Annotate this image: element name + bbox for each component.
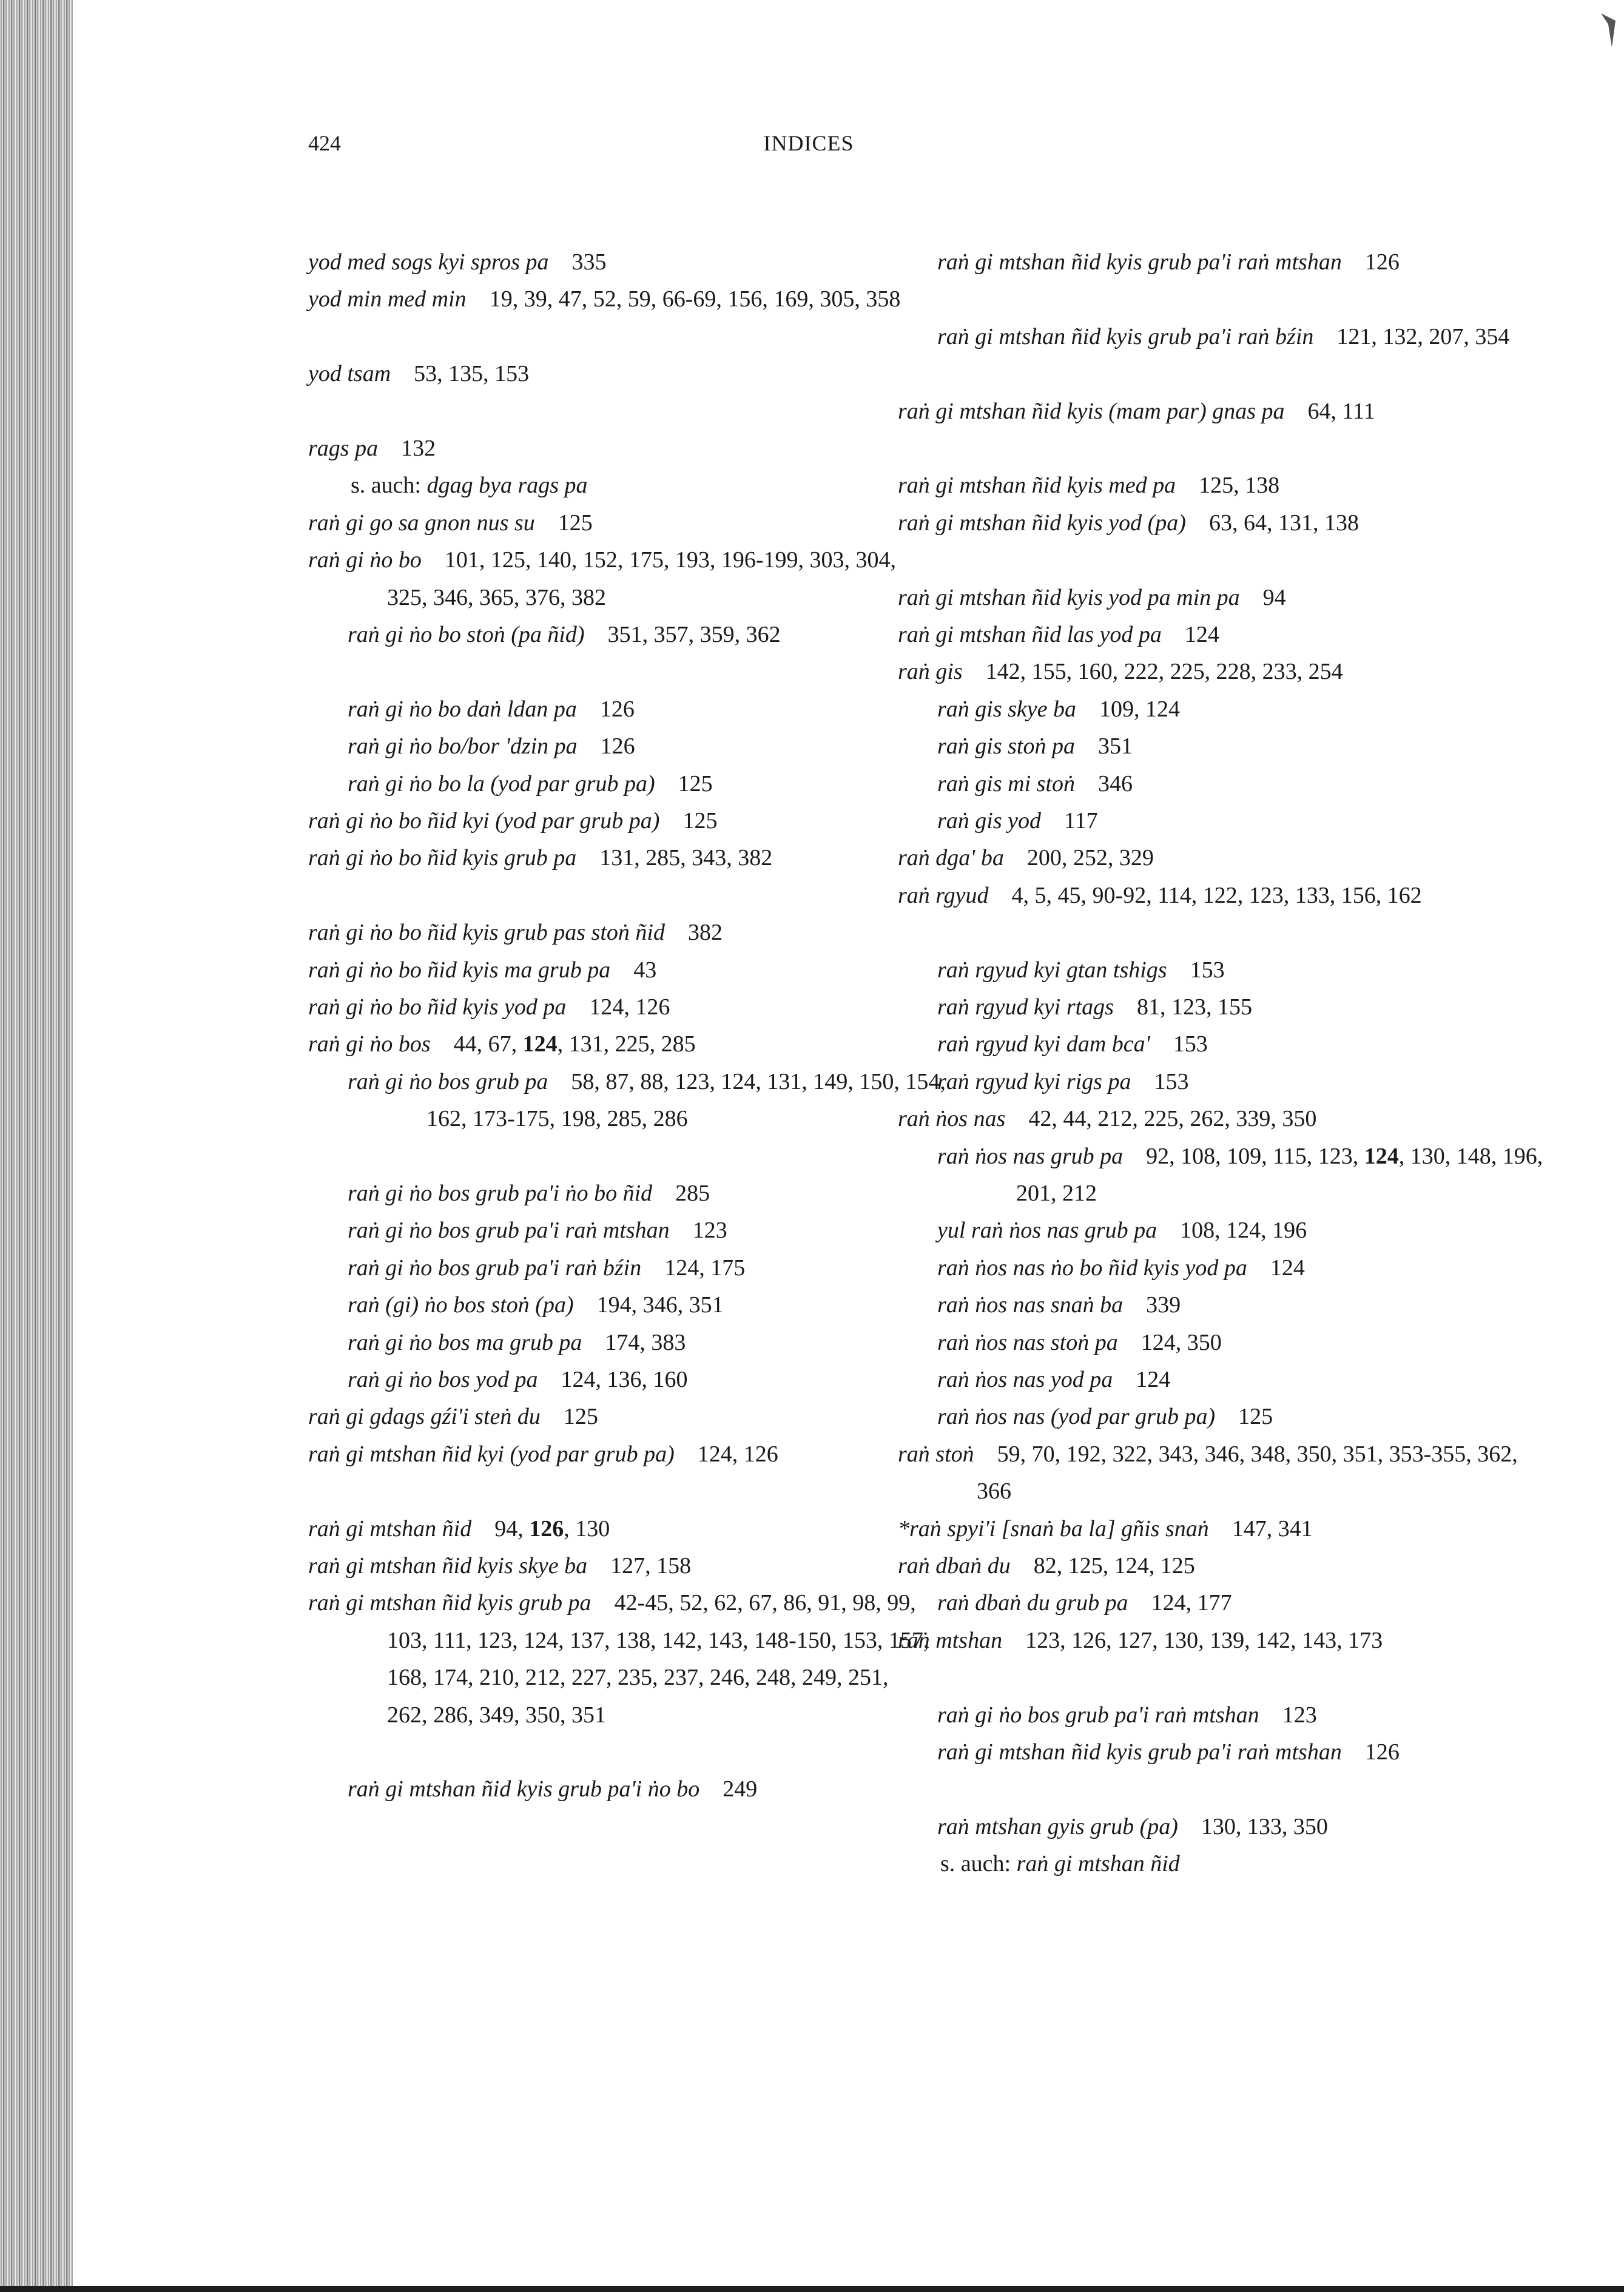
index-entry — [898, 579, 1535, 616]
index-entry — [898, 505, 1535, 542]
index-term: raṅ rgyud kyi dam bca' — [937, 1031, 1150, 1057]
index-entry — [308, 803, 933, 840]
page-references: 123, 126, 127, 130, 139, 142, 143, 173 — [1025, 1627, 1383, 1653]
index-entry — [308, 1585, 933, 1734]
page-references: 125 — [1238, 1404, 1273, 1430]
page-references: 124 — [1136, 1367, 1171, 1392]
index-term: raṅ gi ṅo bos grub pa'i ṅo bo ñid — [348, 1181, 653, 1206]
page-references: 382 — [687, 920, 723, 946]
page-references — [494, 1516, 610, 1542]
index-term: raṅ gi mtshan ñid kyis grub pa'i raṅ mtshan — [937, 1739, 1342, 1765]
page-references: 142, 155, 160, 222, 225, 228, 233, 254 — [985, 659, 1343, 685]
index-entry — [898, 1585, 1574, 1622]
page-references: 81, 123, 155 — [1136, 994, 1252, 1020]
page-references: 153 — [1154, 1068, 1189, 1094]
index-entry — [308, 1287, 972, 1324]
index-entry — [898, 803, 1574, 840]
index-term: raṅ gi mtshan ñid — [308, 1515, 472, 1542]
index-term: raṅ gi mtshan ñid kyis grub pa'i raṅ mtshan — [937, 249, 1342, 275]
see-also-label: s. auch: — [351, 473, 427, 499]
page-references: 4, 5, 45, 90-92, 114, 122, 123, 133, 156, 162 — [1011, 882, 1422, 908]
page-number: 424 — [308, 131, 341, 155]
index-term: rags pa — [308, 436, 379, 461]
page-references: 125, 138 — [1199, 473, 1280, 499]
index-entry — [898, 1138, 1574, 1213]
page-references: 125 — [563, 1404, 598, 1430]
index-entry — [308, 1175, 972, 1212]
index-entry — [898, 766, 1574, 803]
index-term: raṅ (gi) ṅo bos stoṅ (pa) — [348, 1292, 574, 1318]
index-entry — [308, 1324, 972, 1361]
page-references: 126 — [599, 696, 635, 722]
index-entry — [898, 1697, 1574, 1734]
page-references: 123 — [692, 1218, 727, 1244]
index-term: raṅ gi ṅo bos — [308, 1031, 431, 1057]
index-entry — [308, 1771, 972, 1808]
index-entry — [898, 1026, 1574, 1063]
page-header — [308, 130, 1309, 160]
index-entry — [898, 952, 1574, 989]
bold-page-reference: 124 — [522, 1031, 558, 1057]
index-term: raṅ gis yod — [937, 808, 1041, 834]
index-term: raṅ gi gdags gźi'i steṅ du — [308, 1404, 541, 1430]
index-term: raṅ mtshan — [898, 1627, 1003, 1653]
page-references: 174, 383 — [605, 1329, 686, 1355]
index-term: raṅ ṅos nas snaṅ ba — [937, 1292, 1124, 1318]
page-references: 42-45, 52, 62, 67, 86, 91, 98, 99, 103, 111, 123, 124, 137, 138, 142, 143, 148-150, 153, 157, 168, 174, 210, 212, 227, 235, 237, 246, 248, 249, 251, 262, 286, 349, 350, 351 — [387, 1590, 929, 1728]
page-references: 147, 341 — [1231, 1515, 1313, 1542]
index-entry — [898, 1324, 1574, 1361]
page-references: 124, 126 — [697, 1441, 778, 1467]
page-references: 19, 39, 47, 52, 59, 66-69, 156, 169, 305, 358 — [489, 286, 901, 312]
page-references: 124 — [1270, 1255, 1305, 1281]
index-term: raṅ ṅos nas yod pa — [937, 1367, 1113, 1392]
page-references: 121, 132, 207, 354 — [1336, 323, 1510, 349]
page-references: 124, 126 — [589, 994, 670, 1020]
see-also-label: s. auch: — [940, 1851, 1017, 1877]
page-references: 124 — [1184, 622, 1219, 647]
page-references-part: , 131, 225, 285 — [557, 1031, 696, 1057]
index-entry — [898, 728, 1574, 765]
page-references: 101, 125, 140, 152, 175, 193, 196-199, 303, 304, 325, 346, 365, 376, 382 — [387, 547, 897, 610]
index-entry — [898, 1436, 1535, 1511]
index-term: raṅ gi mtshan ñid kyis yod pa min pa — [898, 584, 1240, 610]
index-entry — [898, 1287, 1574, 1324]
index-term: raṅ gi mtshan ñid kyis med pa — [898, 473, 1176, 499]
page-references: 132 — [401, 436, 436, 461]
page-references: 82, 125, 124, 125 — [1033, 1553, 1195, 1579]
page-references: 130, 133, 350 — [1201, 1813, 1328, 1839]
index-term: raṅ rgyud — [898, 882, 989, 908]
index-entry — [898, 467, 1535, 504]
page-references: 109, 124 — [1099, 696, 1181, 722]
page-references: 53, 135, 153 — [414, 361, 530, 387]
index-term: raṅ gi ṅo bos grub pa'i raṅ mtshan — [348, 1218, 670, 1244]
index-term: *raṅ spyi'i [snaṅ ba la] gñis snaṅ — [898, 1515, 1209, 1542]
index-entry — [308, 1511, 933, 1548]
index-term: yul raṅ ṅos nas grub pa — [937, 1218, 1157, 1244]
page-references: 42, 44, 212, 225, 262, 339, 350 — [1028, 1106, 1317, 1132]
index-term: raṅ gi mtshan ñid kyis skye ba — [308, 1553, 588, 1579]
page-references: 125 — [678, 770, 713, 797]
index-entry — [898, 1622, 1535, 1659]
page-references: 108, 124, 196 — [1180, 1218, 1307, 1244]
index-term: raṅ gi ṅo bo ñid kyis yod pa — [308, 994, 567, 1020]
page-references: 153 — [1173, 1031, 1208, 1057]
index-entry — [898, 1361, 1574, 1398]
index-term: raṅ gi mtshan ñid kyis (mam par) gnas pa — [898, 398, 1285, 424]
page-references: 131, 285, 343, 382 — [599, 845, 773, 871]
index-term: raṅ gi ṅo bos grub pa — [348, 1068, 548, 1094]
index-term: raṅ gi ṅo bo daṅ ldan pa — [348, 696, 577, 722]
index-entry — [308, 1548, 933, 1585]
index-entry — [308, 356, 933, 393]
index-term: raṅ gi go sa gnon nus su — [308, 510, 535, 536]
index-entry — [308, 1063, 972, 1138]
index-entry — [898, 1100, 1535, 1138]
index-term: raṅ gi ṅo bos grub pa'i raṅ mtshan — [937, 1702, 1259, 1728]
page-references: 123 — [1282, 1702, 1317, 1728]
index-term: raṅ ṅos nas ṅo bo ñid kyis yod pa — [937, 1255, 1247, 1281]
index-entry — [308, 728, 972, 765]
index-entry — [308, 952, 933, 989]
index-term: raṅ gi mtshan ñid kyi (yod par grub pa) — [308, 1441, 675, 1467]
index-term: raṅ gi mtshan ñid kyis grub pa — [308, 1590, 591, 1616]
page-references: 64, 111 — [1307, 398, 1375, 424]
index-entry — [308, 1398, 933, 1435]
index-entry — [308, 616, 972, 653]
index-term: raṅ gi mtshan ñid kyis grub pa'i raṅ bźin — [937, 323, 1314, 349]
index-entry — [308, 914, 933, 951]
page-references: 335 — [571, 249, 607, 275]
bold-page-reference: 124 — [1364, 1143, 1399, 1169]
index-term: raṅ gi ṅo bos yod pa — [348, 1367, 538, 1392]
see-also-entry — [898, 1845, 1498, 1882]
index-entry — [898, 1063, 1574, 1100]
index-term: raṅ dbaṅ du grub pa — [937, 1590, 1128, 1616]
index-term: raṅ gis — [898, 659, 963, 685]
index-term: raṅ gi ṅo bo ñid kyis grub pas stoṅ ñid — [308, 920, 665, 946]
page-references: 351 — [1097, 733, 1133, 760]
running-head: INDICES — [763, 131, 854, 155]
page-references-part: , 130 — [564, 1515, 610, 1542]
index-entry — [898, 1250, 1574, 1287]
index-entry — [898, 691, 1574, 728]
index-entry — [308, 989, 933, 1026]
index-term: raṅ gi mtshan ñid las yod pa — [898, 622, 1162, 647]
page-references: 126 — [1364, 1739, 1400, 1765]
index-entry — [308, 542, 933, 616]
index-entry — [898, 1734, 1574, 1771]
page-references: 124, 177 — [1151, 1590, 1232, 1616]
scan-bottom-edge — [0, 2286, 1624, 2292]
index-term: raṅ rgyud kyi gtan tshigs — [937, 957, 1167, 983]
page-references-part: , 130, 148, 196, 201, 212 — [1016, 1143, 1543, 1206]
index-entry — [898, 840, 1535, 877]
page-references: 285 — [675, 1181, 710, 1206]
index-term: raṅ gis mi stoṅ — [937, 770, 1075, 797]
page-references: 94 — [1262, 584, 1286, 610]
index-entry — [308, 840, 933, 877]
page-references: 63, 64, 131, 138 — [1208, 510, 1359, 536]
index-entry — [308, 1361, 972, 1398]
page-references: 126 — [1364, 249, 1400, 275]
index-entry — [308, 1212, 972, 1249]
index-entry — [308, 430, 933, 467]
page-references: 339 — [1146, 1292, 1181, 1318]
index-term: raṅ gi ṅo bo la (yod par grub pa) — [348, 770, 655, 797]
page-references: 125 — [682, 808, 718, 834]
see-also-entry — [308, 467, 897, 504]
page-references: 124, 350 — [1141, 1329, 1222, 1355]
book-binding-shadow — [0, 0, 73, 2292]
page-references-part: 44, 67, — [453, 1031, 523, 1057]
index-entry — [898, 393, 1535, 430]
page-references: 59, 70, 192, 322, 343, 346, 348, 350, 351, 353-355, 362, 366 — [977, 1441, 1518, 1505]
index-term: raṅ gi ṅo bo ñid kyis ma grub pa — [308, 957, 611, 983]
see-also-term: raṅ gi mtshan ñid — [1016, 1851, 1180, 1877]
index-entry — [308, 766, 972, 803]
index-term: raṅ gis skye ba — [937, 696, 1077, 722]
index-entry — [898, 1398, 1574, 1435]
index-term: raṅ gi ṅo bos grub pa'i raṅ bźin — [348, 1255, 642, 1281]
index-entry — [898, 319, 1574, 356]
page-references-part: 92, 108, 109, 115, 123, — [1146, 1143, 1364, 1169]
page-references: 249 — [723, 1776, 758, 1802]
page-references: 127, 158 — [610, 1553, 692, 1579]
page-references: 200, 252, 329 — [1026, 845, 1154, 871]
index-entry — [898, 877, 1535, 914]
index-entry — [308, 1436, 933, 1473]
index-term: yod min med min — [308, 286, 467, 312]
index-entry — [898, 1808, 1574, 1845]
page-references: 346 — [1097, 770, 1133, 797]
index-term: raṅ gi mtshan ñid kyis grub pa'i ṅo bo — [348, 1776, 700, 1802]
index-entry — [308, 1026, 933, 1063]
index-term: raṅ ṅos nas grub pa — [937, 1143, 1124, 1169]
page-references: 43 — [633, 957, 657, 983]
page-references: 124, 136, 160 — [561, 1367, 688, 1392]
index-term: raṅ rgyud kyi rigs pa — [937, 1068, 1131, 1094]
index-term: raṅ ṅos nas (yod par grub pa) — [937, 1404, 1216, 1430]
index-term: yod tsam — [308, 361, 391, 387]
page-references: 58, 87, 88, 123, 124, 131, 149, 150, 154, 162, 173-175, 198, 285, 286 — [426, 1068, 946, 1132]
index-entry — [898, 1511, 1535, 1548]
index-term: raṅ stoṅ — [898, 1441, 974, 1467]
index-entry — [308, 244, 933, 281]
index-term: raṅ mtshan gyis grub (pa) — [937, 1813, 1178, 1839]
scan-corner-mark-icon — [1600, 12, 1618, 49]
page-references: 153 — [1190, 957, 1225, 983]
bold-page-reference: 126 — [529, 1515, 564, 1542]
index-entry — [898, 616, 1535, 653]
index-term: raṅ gi mtshan ñid kyis yod (pa) — [898, 510, 1186, 536]
index-term: raṅ gi ṅo bo ñid kyi (yod par grub pa) — [308, 808, 660, 834]
index-entry — [308, 505, 933, 542]
page-references: 194, 346, 351 — [596, 1292, 724, 1318]
page-references — [454, 1031, 696, 1057]
index-entry — [308, 281, 933, 318]
index-term: raṅ dbaṅ du — [898, 1553, 1011, 1579]
index-term: raṅ ṅos nas stoṅ pa — [937, 1329, 1118, 1355]
index-entry — [308, 1250, 972, 1287]
index-entry — [898, 1548, 1535, 1585]
page-references: 126 — [600, 733, 635, 760]
page-references: 117 — [1064, 808, 1098, 834]
see-also-term: dgag bya rags pa — [426, 473, 588, 499]
index-term: raṅ gi ṅo bo/bor 'dzin pa — [348, 733, 578, 760]
page-references-part: 94, — [494, 1515, 530, 1542]
index-entry — [308, 691, 972, 728]
index-entry — [898, 989, 1574, 1026]
index-entry — [898, 244, 1574, 281]
index-term: raṅ gi ṅo bo stoṅ (pa ñid) — [348, 622, 585, 647]
index-term: raṅ ṅos nas — [898, 1106, 1006, 1132]
index-term: raṅ gi ṅo bo — [308, 547, 422, 573]
index-entry — [898, 653, 1535, 690]
index-entry — [898, 1212, 1574, 1249]
index-term: raṅ gi ṅo bo ñid kyis grub pa — [308, 845, 577, 871]
index-term: raṅ gi ṅo bos ma grub pa — [348, 1329, 582, 1355]
index-term: raṅ gis stoṅ pa — [937, 733, 1075, 760]
page-references: 124, 175 — [664, 1255, 746, 1281]
index-term: yod med sogs kyi spros pa — [308, 249, 549, 275]
index-term: raṅ rgyud kyi rtags — [937, 994, 1114, 1020]
page-references: 351, 357, 359, 362 — [607, 622, 781, 647]
page-references: 125 — [558, 510, 593, 536]
index-term: raṅ dga' ba — [898, 845, 1004, 871]
